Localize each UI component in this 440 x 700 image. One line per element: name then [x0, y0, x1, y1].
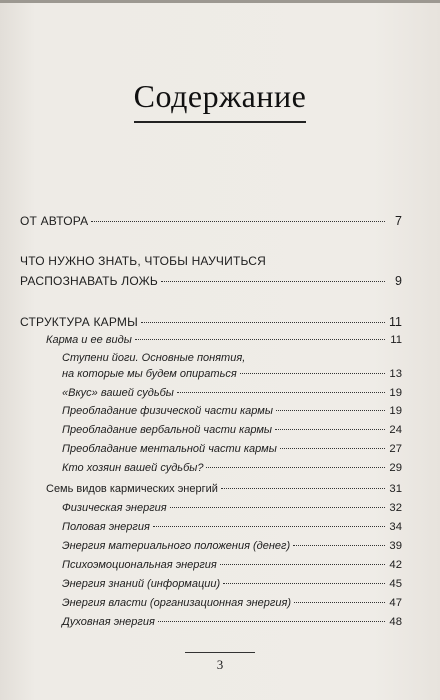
toc-entry-karma-types[interactable] [46, 334, 402, 346]
toc-page-number: 47 [389, 597, 402, 609]
toc-page-number: 39 [389, 540, 402, 552]
toc-page-number: 7 [395, 214, 402, 228]
toc-page-number: 9 [395, 274, 402, 288]
toc-entry-physical-karma[interactable] [62, 405, 402, 417]
toc-entry-text: Карма и ее виды [46, 334, 132, 346]
page-footer [0, 652, 440, 673]
toc-entry-lie[interactable] [20, 274, 402, 288]
toc-page-number: 32 [389, 502, 402, 514]
toc-entry-yoga[interactable] [62, 368, 402, 380]
dot-leader [91, 221, 385, 222]
toc-entry-text: ОТ АВТОРА [20, 214, 89, 228]
toc-entry-verbal-karma[interactable] [62, 424, 402, 436]
title-underline [134, 121, 306, 123]
title-block [0, 78, 440, 123]
toc-entry-mental-karma[interactable] [62, 443, 402, 455]
toc-page-number: 42 [389, 559, 402, 571]
dot-leader [276, 410, 385, 411]
dot-leader [206, 467, 385, 468]
toc-entry-yoga-line1: Ступени йоги. Основные понятия, [62, 352, 246, 364]
dot-leader [177, 392, 385, 393]
toc-entry-author[interactable] [20, 214, 402, 228]
dot-leader [153, 526, 385, 527]
toc-entry-taste[interactable] [62, 387, 402, 399]
toc-entry-text: Физическая энергия [62, 502, 167, 514]
toc-entry-emotional-energy[interactable] [62, 559, 402, 571]
dot-leader [135, 339, 385, 340]
toc-entry-physical-energy[interactable] [62, 502, 402, 514]
toc-entry-lie-line1: ЧТО НУЖНО ЗНАТЬ, ЧТОБЫ НАУЧИТЬСЯ [20, 254, 267, 268]
toc-entry-power-energy[interactable] [62, 597, 402, 609]
dot-leader [141, 322, 385, 323]
toc-page-number: 34 [389, 521, 402, 533]
toc-entry-text: СТРУКТУРА КАРМЫ [20, 315, 138, 329]
dot-leader [161, 281, 385, 282]
toc-entry-text: Преобладание ментальной части кармы [62, 443, 277, 455]
dot-leader [158, 621, 385, 622]
toc-entry-spiritual-energy[interactable] [62, 616, 402, 628]
dot-leader [223, 583, 385, 584]
toc-entry-money-energy[interactable] [62, 540, 402, 552]
toc-entry-text: Преобладание физической части кармы [62, 405, 273, 417]
dot-leader [221, 488, 385, 489]
toc-entry-text: Половая энергия [62, 521, 150, 533]
page-number: 3 [216, 657, 224, 672]
toc-page-number: 11 [389, 315, 402, 329]
toc-entry-sexual-energy[interactable] [62, 521, 402, 533]
toc-entry-text: Энергия знаний (информации) [62, 578, 221, 590]
dot-leader [240, 373, 385, 374]
toc-entry-text: Энергия материального положения (денег) [62, 540, 291, 552]
toc-page-number: 19 [389, 405, 402, 417]
toc-entry-text: Духовная энергия [62, 616, 155, 628]
toc-entry-text: Семь видов кармических энергий [46, 483, 218, 495]
toc-entry-text: Преобладание вербальной части кармы [62, 424, 272, 436]
toc-entry-text: на которые мы будем опираться [62, 368, 237, 380]
toc-page-number: 11 [390, 334, 402, 346]
toc-page-number: 45 [389, 578, 402, 590]
toc-entry-knowledge-energy[interactable] [62, 578, 402, 590]
toc-page-number: 13 [389, 368, 402, 380]
toc-entry-text: Кто хозяин вашей судьбы? [62, 462, 204, 474]
toc-page-number: 31 [389, 483, 402, 495]
dot-leader [294, 602, 385, 603]
toc-entry-seven-energies[interactable] [46, 483, 402, 495]
toc-page-number: 19 [389, 387, 402, 399]
page-top-edge [0, 0, 440, 3]
toc-entry-karma-structure[interactable] [20, 315, 402, 329]
dot-leader [280, 448, 385, 449]
toc-entry-text: «Вкус» вашей судьбы [62, 387, 174, 399]
toc-entry-text: Энергия власти (организационная энергия) [62, 597, 291, 609]
toc-entry-text: РАСПОЗНАВАТЬ ЛОЖЬ [20, 274, 158, 288]
dot-leader [293, 545, 385, 546]
toc-entry-fate-owner[interactable] [62, 462, 402, 474]
footer-rule [185, 652, 255, 653]
toc-entry-text: Психоэмоциональная энергия [62, 559, 217, 571]
toc-page-number: 48 [389, 616, 402, 628]
dot-leader [170, 507, 385, 508]
dot-leader [220, 564, 385, 565]
toc-page-number: 24 [389, 424, 402, 436]
dot-leader [275, 429, 385, 430]
toc-page-number: 29 [389, 462, 402, 474]
page-title: Содержание [133, 78, 307, 114]
toc-page-number: 27 [389, 443, 402, 455]
